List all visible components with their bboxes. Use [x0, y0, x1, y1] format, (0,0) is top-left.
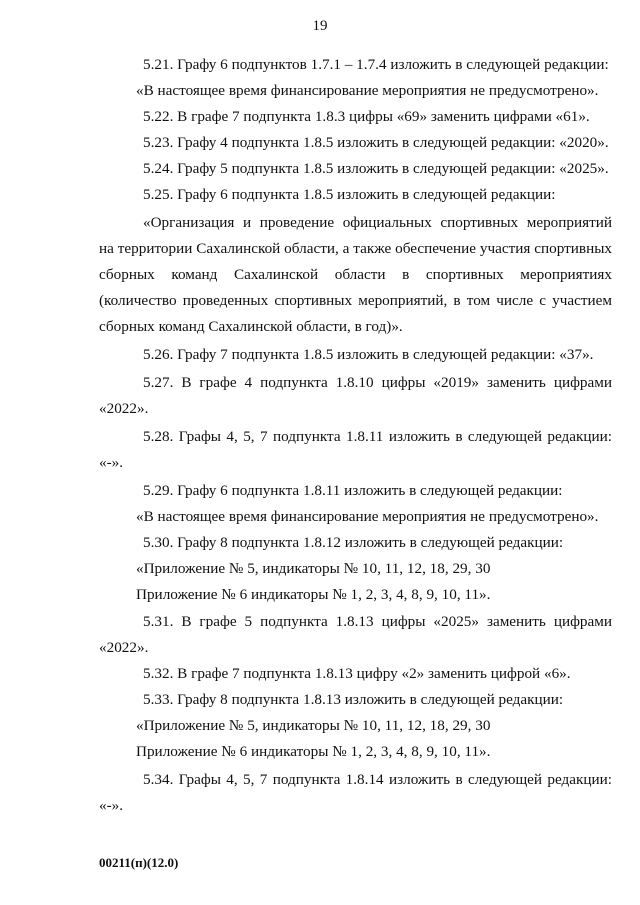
paragraph-line: «2022». [99, 400, 149, 417]
paragraph-line: 5.25. Графу 6 подпункта 1.8.5 изложить в следующей редакции: [143, 186, 556, 203]
paragraph-line: 5.23. Графу 4 подпункта 1.8.5 изложить в следующей редакции: «2020». [143, 134, 609, 151]
paragraph-line: сборных команд Сахалинской области в спортивных мероприятиях [99, 266, 612, 283]
paragraph-line: (количество проведенных спортивных мероприятий, в том числе с участием [99, 292, 612, 309]
paragraph-line: «Приложение № 5, индикаторы № 10, 11, 12, 18, 29, 30 [136, 717, 491, 734]
paragraph-line: «В настоящее время финансирование мероприятия не предусмотрено». [136, 508, 599, 525]
paragraph-line: 5.28. Графы 4, 5, 7 подпункта 1.8.11 изложить в следующей редакции: [143, 428, 612, 445]
paragraph-line: «В настоящее время финансирование мероприятия не предусмотрено». [136, 82, 599, 99]
paragraph-line: 5.27. В графе 4 подпункта 1.8.10 цифры «2019» заменить цифрами [143, 374, 612, 391]
paragraph-line: «-». [99, 454, 124, 471]
paragraph-line: 5.29. Графу 6 подпункта 1.8.11 изложить в следующей редакции: [143, 482, 563, 499]
document-code: 00211(п)(12.0) [99, 855, 179, 870]
paragraph-line: 5.34. Графы 4, 5, 7 подпункта 1.8.14 изложить в следующей редакции: [143, 771, 612, 788]
paragraph-line: сборных команд Сахалинской области, в год)». [99, 318, 403, 335]
paragraph-line: 5.22. В графе 7 подпункта 1.8.3 цифры «69» заменить цифрами «61». [143, 108, 590, 125]
paragraph-line: 5.21. Графу 6 подпунктов 1.7.1 – 1.7.4 изложить в следующей редакции: [143, 56, 609, 73]
paragraph-line: 5.32. В графе 7 подпункта 1.8.13 цифру «2» заменить цифрой «6». [143, 665, 571, 682]
paragraph-line: 5.30. Графу 8 подпункта 1.8.12 изложить в следующей редакции: [143, 534, 564, 551]
paragraph-line: 5.33. Графу 8 подпункта 1.8.13 изложить в следующей редакции: [143, 691, 564, 708]
paragraph-line: Приложение № 6 индикаторы № 1, 2, 3, 4, 8, 9, 10, 11». [136, 743, 491, 760]
page-number: 19 [312, 18, 328, 34]
paragraph-line: 5.31. В графе 5 подпункта 1.8.13 цифры «2025» заменить цифрами [143, 613, 612, 630]
paragraph-line: на территории Сахалинской области, а также обеспечение участия спортивных [99, 240, 612, 257]
paragraph-line: «Организация и проведение официальных спортивных мероприятий [143, 214, 612, 231]
paragraph-line: «2022». [99, 639, 149, 656]
paragraph-line: 5.26. Графу 7 подпункта 1.8.5 изложить в следующей редакции: «37». [143, 346, 594, 363]
paragraph-line: 5.24. Графу 5 подпункта 1.8.5 изложить в следующей редакции: «2025». [143, 160, 609, 177]
paragraph-line: «-». [99, 797, 124, 814]
paragraph-line: Приложение № 6 индикаторы № 1, 2, 3, 4, 8, 9, 10, 11». [136, 586, 491, 603]
paragraph-line: «Приложение № 5, индикаторы № 10, 11, 12, 18, 29, 30 [136, 560, 491, 577]
